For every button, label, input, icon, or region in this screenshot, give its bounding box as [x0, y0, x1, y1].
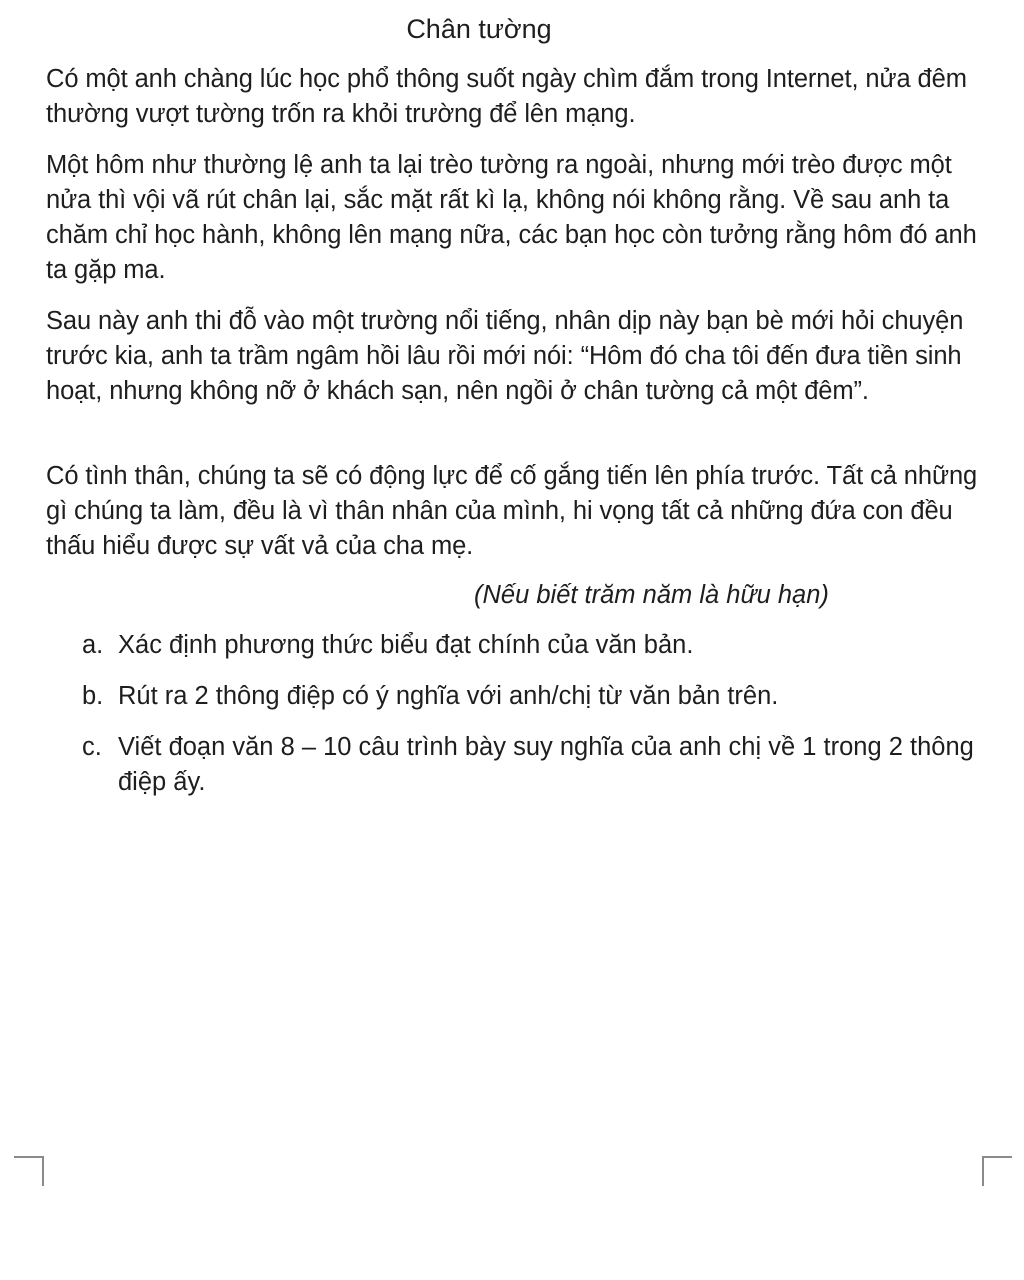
question-text: Xác định phương thức biểu đạt chính của văn bản.	[118, 631, 694, 659]
source-citation: (Nếu biết trăm năm là hữu hạn)	[474, 581, 829, 609]
paragraph-1: Có một anh chàng lúc học phổ thông suốt ngày chìm đắm trong Internet, nửa đêm thường vượt tường trốn ra khỏi trường để lên mạng.	[46, 65, 967, 128]
question-item-b	[82, 679, 982, 714]
paragraph-3: Sau này anh thi đỗ vào một trường nổi tiếng, nhân dịp này bạn bè mới hỏi chuyện trước kia, anh ta trầm ngâm hồi lâu rồi mới nói: “Hôm đó cha tôi đến đưa tiền sinh hoạt, nhưng không nỡ ở khách sạn, nên ngồi ở chân tường cả một đêm”.	[46, 307, 964, 405]
page-corner-mark-right	[982, 1156, 1012, 1186]
question-marker: c.	[82, 733, 102, 761]
question-text: Viết đoạn văn 8 – 10 câu trình bày suy nghĩa của anh chị về 1 trong 2 thông điệp ấy.	[118, 733, 974, 796]
document-title: Chân tường	[406, 14, 552, 44]
question-item-c	[82, 730, 982, 800]
question-marker: b.	[82, 682, 104, 710]
page-corner-mark-left	[14, 1156, 44, 1186]
paragraph-4: Có tình thân, chúng ta sẽ có động lực để cố gắng tiến lên phía trước. Tất cả những gì chúng ta làm, đều là vì thân nhân của mình, hi vọng tất cả những đứa con đều thấu hiểu được sự vất vả của cha mẹ.	[46, 462, 978, 560]
question-text: Rút ra 2 thông điệp có ý nghĩa với anh/chị từ văn bản trên.	[118, 682, 779, 710]
question-marker: a.	[82, 631, 104, 659]
question-list	[82, 628, 982, 816]
question-item-a	[82, 628, 982, 663]
paragraph-2: Một hôm như thường lệ anh ta lại trèo tường ra ngoài, nhưng mới trèo được một nửa thì vội vã rút chân lại, sắc mặt rất kì lạ, không nói không rằng. Về sau anh ta chăm chỉ học hành, không lên mạng nữa, các bạn học còn tưởng rằng hôm đó anh ta gặp ma.	[46, 151, 977, 284]
